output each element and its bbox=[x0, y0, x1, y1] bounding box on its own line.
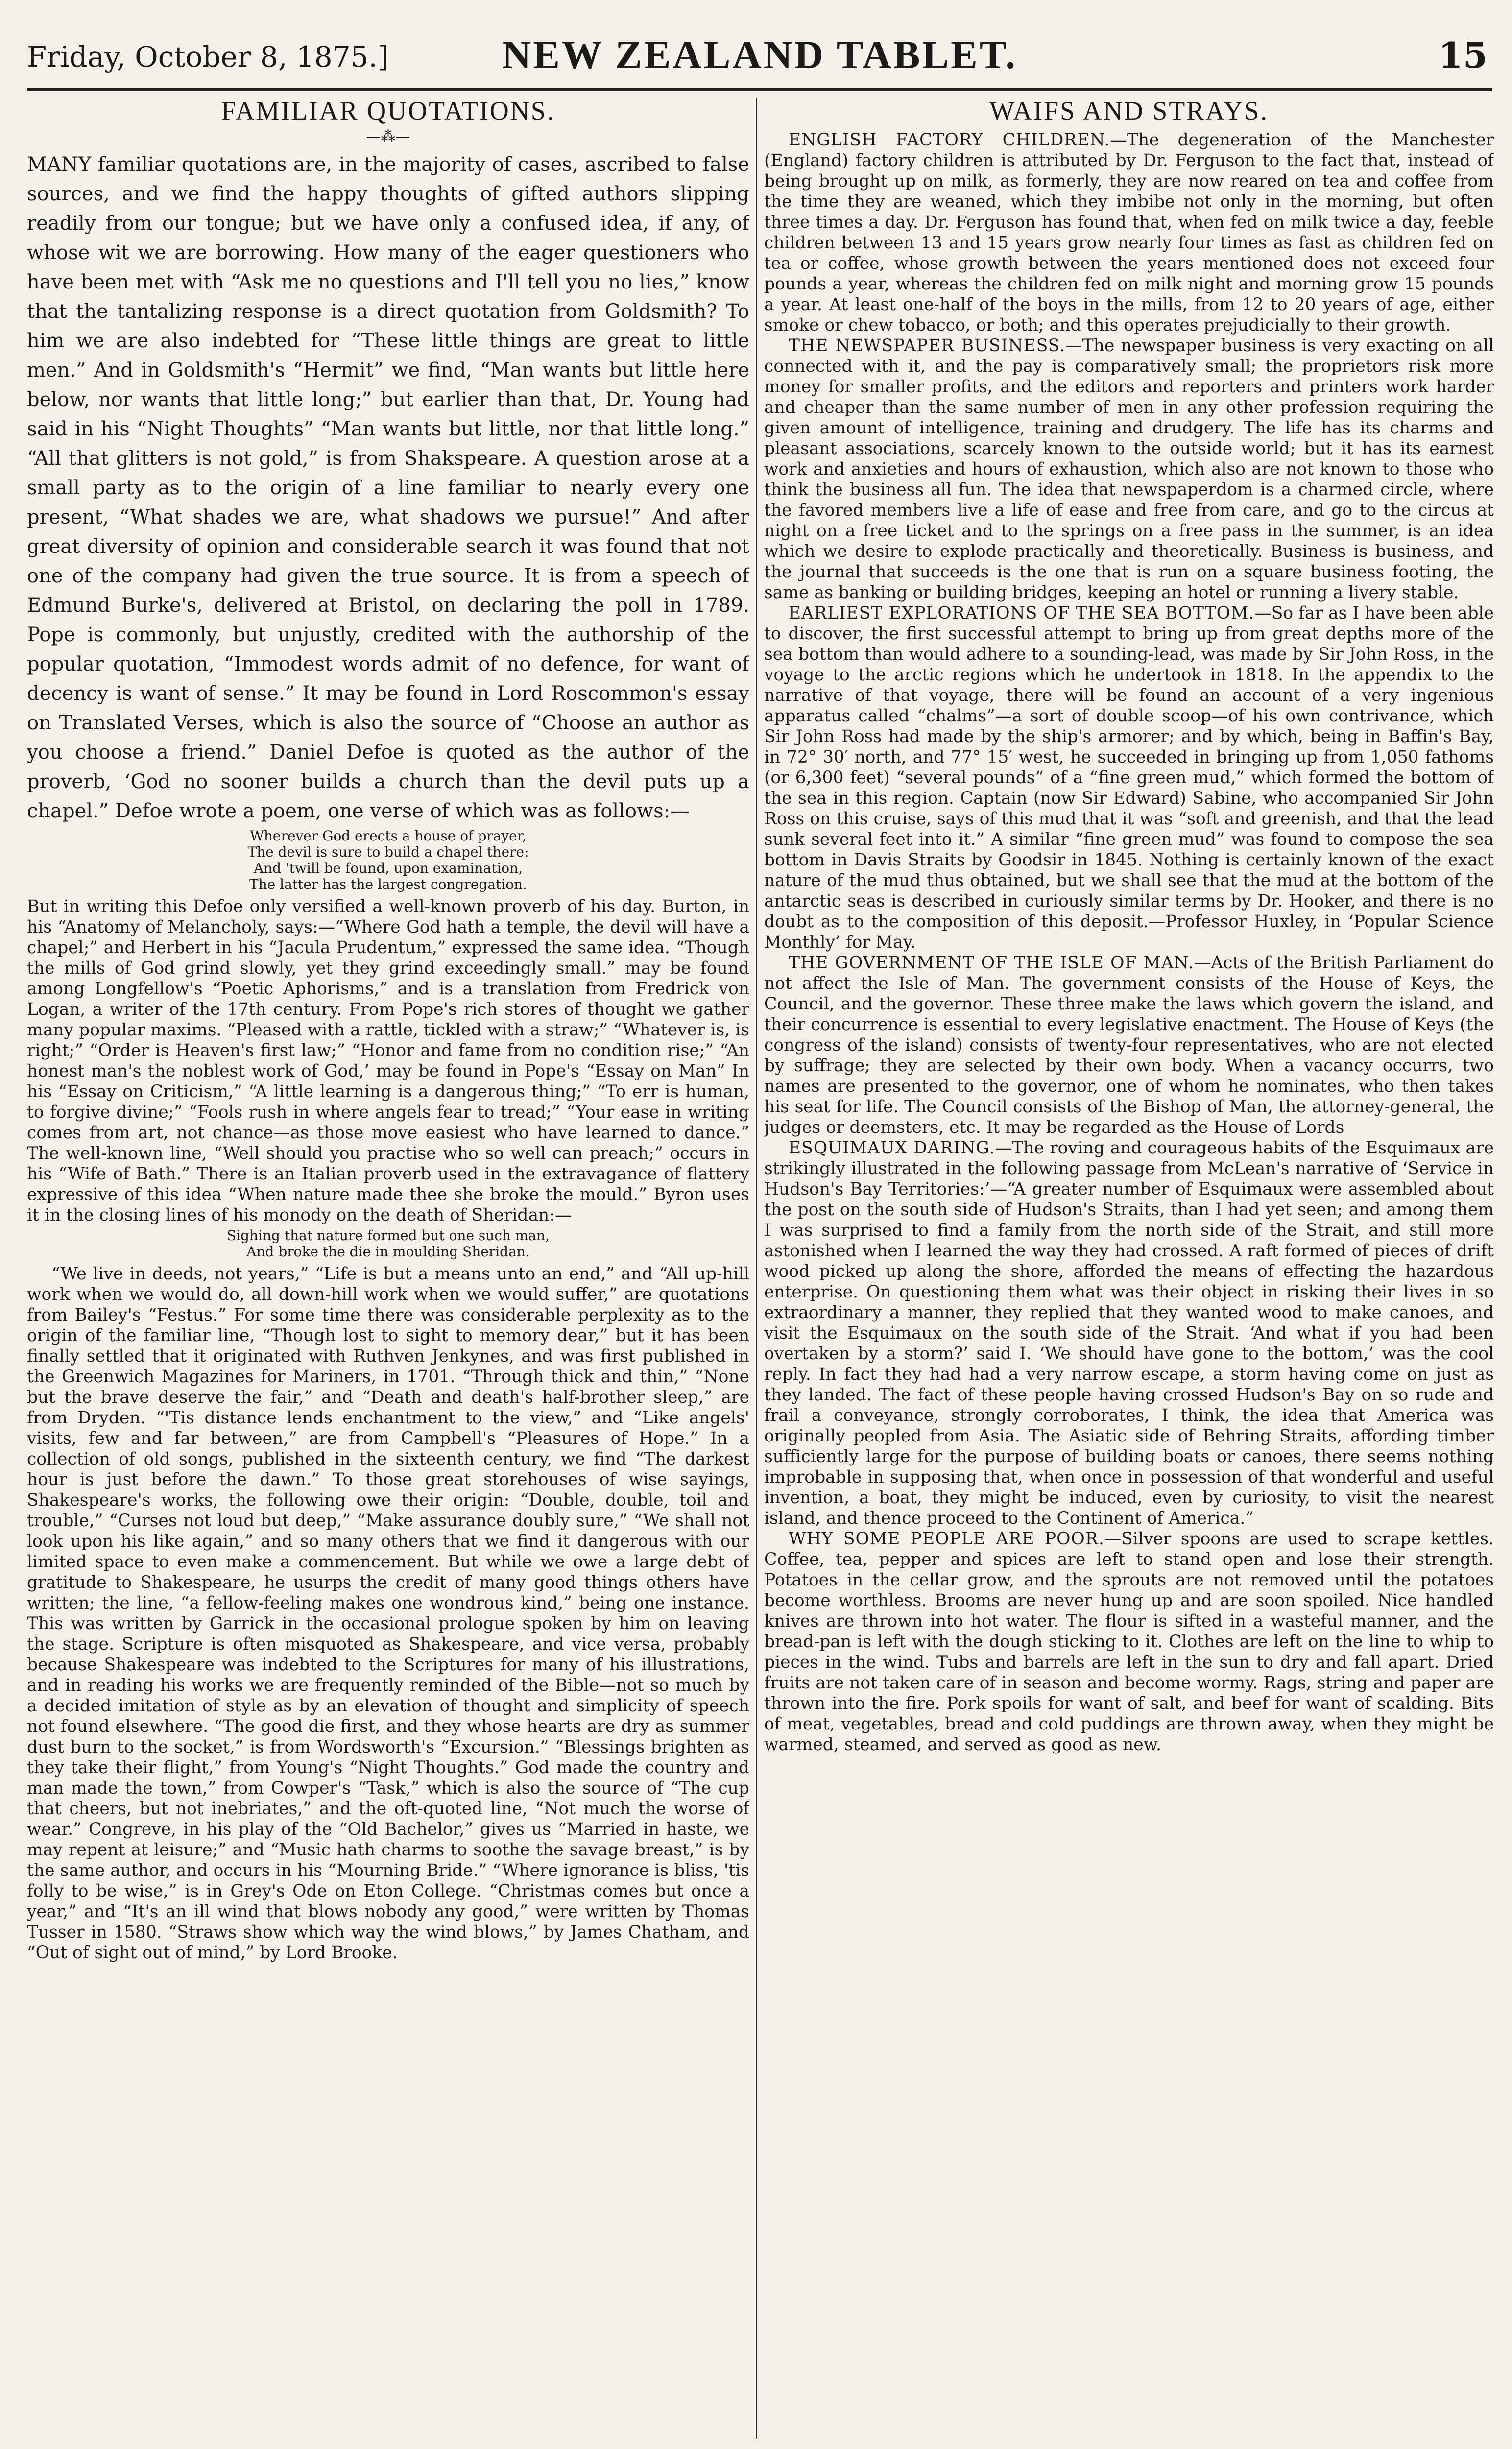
article-paragraph: “We live in deeds, not years,” “Life is but a means unto an end,” and “All up-hill work when we would do, all down-hill work when we would suffer,” are quotations from Bailey's “Festus.” For some time there was considerable perplexity as to the origin of the familiar line, “Though lost to sight to memory dear,” but it has been finally settled that it originated with Ruthven Jenkynes, and was first published in the Greenwich Magazines for Mariners, in 1701. “Through thick and thin,” “None but the brave deserve the fair,” and “Death and death's half-brother sleep,” are from Dryden. “'Tis distance lends enchantment to the view,” and “Like angels' visits, few and far between,” are from Campbell's “Pleasures of Hope.” In a collection of old songs, published in the sixteenth century, we find “The darkest hour is just before the dawn.” To those great storehouses of wise sayings, Shakespeare's works, the following owe their origin: “Double, double, toil and trouble,” “Curses not loud but deep,” “Make assurance doubly sure,” “We shall not look upon his like again,” and so many others that we find it dangerous with our limited space to even make a commencement. But while we owe a large debt of gratitude to Shakespeare, he usurps the credit of many good things others have written; the line, “a fellow-feeling makes one wondrous kind,” being one instance. This was written by Garrick in the occasional prologue spoken by him on leaving the stage. Scripture is often misquoted as Shakespeare, and vice versa, probably because Shakespeare was indebted to the Scriptures for many of his illustrations, and in reading his works we are frequently reminded of the Bible—not so much by a decided imitation of style as by an elevation of thought and simplicity of speech not found elsewhere. “The good die first, and they whose hearts are dry as summer dust burn to the socket,” is from Wordsworth's “Excursion.” “Blessings brighten as they take their flight,” from Young's “Night Thoughts.” God made the country and man made the town,” from Cowper's “Task,” which is also the source of “The cup that cheers, but not inebriates,” and the oft-quoted line, “Not much the worse of wear.” Congreve, in his play of the “Old Bachelor,” gives us “Married in haste, we may repent at leisure;” and “Music hath charms to soothe the savage breast,” is by the same author, and occurs in his “Mourning Bride.” “Where ignorance is bliss, 'tis folly to be wise,” is in Grey's Ode on Eton College. “Christmas comes but once a year,” and “It's an ill wind that blows nobody any good,” were written by Thomas Tusser in 1580. “Straws show which way the wind blows,” by James Chatham, and “Out of sight out of mind,” by Lord Brooke. bbox=[27, 1264, 749, 1963]
news-item-body: —The newspaper business is very exacting on all connected with it, and the pay is comparatively small; the proprietors risk more money for smaller profits, and the editors and reporters and printers work harder and cheaper than the same number of men in any other profession requiring the given amount of intelligence, training and drudgery. The life has its charms and pleasant associations, scarcely known to the outside world; but it has its earnest work and anxieties and hours of exhaustion, which also are not known to those who think the business all fun. The idea that newspaperdom is a charmed circle, where the favored members live a life of ease and free from care, and go to the circus at night on a free ticket and to the springs on a free pass in the summer, is an idea which we desire to explode practically and theoretically. Business is business, and the journal that succeeds is the one that is run on a square business footing, the same as banking or building bridges, keeping an hotel or running a livery stable. bbox=[764, 336, 1494, 602]
news-item bbox=[764, 1529, 1494, 1755]
news-item-body: —Acts of the British Parliament do not affect the Isle of Man. The government consists of the House of Keys, the Council, and the governor. These three make the laws which govern the island, and their concurrence is essential to every legislative enactment. The House of Keys (the congress of the island) consists of twenty-four representatives, who are not elected by suffrage; they are selected by their own body. When a vacancy occurrs, two names are presented to the governor, one of whom he nominates, who then takes his seat for life. The Council consists of the Bishop of Man, the attorney-general, the judges or deemsters, etc. It may be regarded as the House of Lords bbox=[764, 953, 1494, 1137]
verse-line: The devil is sure to build a chapel there: bbox=[247, 844, 529, 860]
article-paragraph: But in writing this Defoe only versified a well-known proverb of his day. Burton, in his “Anatomy of Melancholy, says:—“Where God hath a temple, the devil will have a chapel;” and Herbert in his “Jacula Prudentum,” expressed the same idea. “Though the mills of God grind slowly, yet they grind exceedingly small.” may be found among Longfellow's “Poetic Aphorisms,” and is a translation from Fredrick von Logan, a writer of the 17th century. From Pope's rich stores of thought we gather many popular maxims. “Pleased with a rattle, tickled with a straw;” “Whatever is, is right;” “Order is Heaven's first law;” “Honor and fame from no condition rise;” “An honest man's the noblest work of God,’ may be found in Pope's “Essay on Man” In his “Essay on Criticism,” “A little learning is a dangerous thing;” “To err is human, to forgive divine;” “Fools rush in where angels fear to tread;” “Your ease in writing comes from art, not chance—as those move easiest who have learned to dance.” The well-known line, “Well should you practise who so well can preach;” occurs in his “Wife of Bath.” There is an Italian proverb used in the extravagance of flattery expressive of this idea “When nature made thee she broke the mould.” Byron uses it in the closing lines of his monody on the death of Sheridan:— bbox=[27, 897, 749, 1225]
verse-line: The latter has the largest congregation. bbox=[249, 876, 528, 892]
article-body-small-2 bbox=[27, 1264, 749, 1963]
news-item bbox=[764, 130, 1494, 336]
verse-block-defoe bbox=[27, 828, 749, 892]
column-divider bbox=[756, 98, 757, 2439]
news-item-body: —Silver spoons are used to scrape kettles. Coffee, tea, pepper and spices are left to stand open and lose their strength. Potatoes in the cellar grow, and the sprouts are not removed until the potatoes become worthless. Brooms are never hung up and are soon spoiled. Nice handled knives are thrown into hot water. The flour is sifted in a wasteful manner, and the bread-pan is left with the dough sticking to it. Clothes are left on the line to whip to pieces in the wind. Tubs and barrels are left in the sun to dry and fall apart. Dried fruits are not taken care of in season and become wormy. Rags, string and paper are thrown into the fire. Pork spoils for want of salt, and beef for want of scalding. Bits of meat, vegetables, bread and cold puddings are thrown away, when they might be warmed, steamed, and served as good as new. bbox=[764, 1529, 1494, 1754]
news-item bbox=[764, 336, 1494, 603]
news-item-body: —The roving and courageous habits of the Esquimaux are strikingly illustrated in the following passage from McLean's narrative of ‘Service in Hudson's Bay Territories:’—“A greater number of Esquimaux were assembled about the post on the south side of Hudson's Straits, than I had yet seen; and among them I was surprised to find a family from the north side of the Strait, and still more astonished when I learned the way they had crossed. A raft formed of pieces of drift wood picked up along the shore, afforded the means of effecting the hazardous enterprise. On questioning them what was their object in risking their lives in so extraordinary a manner, they replied that they wanted wood to make canoes, and visit the Esquimaux on the south side of the Strait. ‘And what if you had been overtaken by a storm?’ said I. ‘We should have gone to the bottom,’ was the cool reply. In fact they had had a very narrow escape, a storm having come on just as they landed. The fact of these people having crossed Hudson's Bay on so rude and frail a conveyance, strongly corroborates, I think, the idea that America was originally peopled from Asia. The Asiatic side of Behring Straits, affording timber sufficiently large for the purpose of building boats or canoes, there seems nothing improbable in supposing that, when once in possession of that wonderful and useful invention, a boat, they might be induced, even by curiosity, to visit the nearest island, and thence proceed to the Continent of America.” bbox=[764, 1138, 1494, 1528]
verse-line: Wherever God erects a house of prayer, bbox=[250, 828, 527, 844]
verse-line: And broke the die in moulding Sheridan. bbox=[246, 1244, 530, 1260]
news-item bbox=[764, 603, 1494, 953]
left-column bbox=[27, 96, 749, 2441]
article-paragraph: MANY familiar quotations are, in the majority of cases, ascribed to false sources, and we find the happy thoughts of gifted authors slipping readily from our tongue; but we have only a confused idea, if any, of whose wit we are borrowing. How many of the eager questioners who have been met with “Ask me no questions and I'll tell you no lies,” know that the tantalizing response is a direct quotation from Goldsmith? To him we are also indebted for “These little things are great to little men.” And in Goldsmith's “Hermit” we find, “Man wants but little here below, nor wants that little long;” but earlier than that, Dr. Young had said in his “Night Thoughts” “Man wants but little, nor that little long.” “All that glitters is not gold,” is from Shakspeare. A question arose at a small party as to the origin of a line familiar to nearly every one present, “What shades we are, what shadows we pursue!” And after great diversity of opinion and considerable search it was found that not one of the company had given the true source. It is from a speech of Edmund Burke's, delivered at Bristol, on declaring the poll in 1789. Pope is commonly, but unjustly, credited with the authorship of the popular quotation, “Immodest words admit of no defence, for want of decency is want of sense.” It may be found in Lord Roscommon's essay on Translated Verses, which is also the source of “Choose an author as you choose a friend.” Daniel Defoe is quoted as the author of the proverb, ‘God no sooner builds a church than the devil puts up a chapel.” Defoe wrote a poem, one verse of which was as follows:— bbox=[27, 153, 749, 822]
news-item-body: —So far as I have been able to discover, the first successful attempt to bring up from great depths more of the sea bottom than would adhere to a sounding-lead, was made by Sir John Ross, in the voyage to the arctic regions which he undertook in 1818. In the appendix to the narrative of that voyage, there will be found an account of a very ingenious apparatus called “chalms”—a sort of double scoop—of his own contrivance, which Sir John Ross had made by the ship's armorer; and by which, being in Baffin's Bay, in 72° 30′ north, and 77° 15′ west, he succeeded in bringing up from 1,050 fathoms (or 6,300 feet) “several pounds” of a “fine green mud,” which formed the bottom of the sea in this region. Captain (now Sir Edward) Sabine, who accompanied Sir John Ross on this cruise, says of this mud that it was “soft and greenish, and that the lead sunk several feet into it.” A similar “fine green mud” was found to compose the sea bottom in Davis Straits by Goodsir in 1845. Nothing is certainly known of the exact nature of the mud thus obtained, but we shall see that the mud at the bottom of the antarctic seas is described in curiously similar terms by Dr. Hooker, and there is no doubt as to the composition of this deposit.—Professor Huxley, in ‘Popular Science Monthly’ for May. bbox=[764, 603, 1494, 952]
heading-ornament: —⁂— bbox=[366, 128, 410, 145]
article-heading-familiar-quotations: FAMILIAR QUOTATIONS. bbox=[221, 96, 555, 125]
news-item-title: ESQUIMAUX DARING. bbox=[789, 1138, 995, 1158]
news-item bbox=[764, 953, 1494, 1138]
page-number: 15 bbox=[1438, 34, 1488, 76]
right-column bbox=[764, 96, 1494, 2441]
verse-line: Sighing that nature formed but one such man, bbox=[226, 1227, 550, 1244]
verse-line: And 'twill be found, upon examination, bbox=[253, 860, 523, 876]
issue-date: Friday, October 8, 1875.] bbox=[27, 40, 389, 73]
news-item-title: WHY SOME PEOPLE ARE POOR. bbox=[789, 1529, 1104, 1549]
news-item-title: EARLIEST EXPLORATIONS OF THE SEA BOTTOM. bbox=[789, 603, 1255, 623]
article-body-large bbox=[27, 150, 749, 826]
article-heading-waifs-and-strays: WAIFS AND STRAYS. bbox=[989, 96, 1269, 125]
news-item-title: THE NEWSPAPER BUSINESS. bbox=[789, 336, 1066, 356]
news-item-body: —The degeneration of the Manchester (England) factory children is attributed by Dr. Ferguson to the fact that, instead of being brought up on milk, as formerly, they are now reared on tea and coffee from the time they are weaned, which they imbibe not only in the morning, but often three times a day. Dr. Ferguson has found that, when fed on milk twice a day, feeble children between 13 and 15 years grow nearly four times as fast as children fed on tea or coffee, whose growth between the years mentioned does not exceed four pounds a year, whereas the children fed on milk night and morning grow 15 pounds a year. At least one-half of the boys in the mills, from 12 to 20 years of age, either smoke or chew tobacco, or both; and this operates prejudicially to their growth. bbox=[764, 130, 1494, 335]
article-body-small bbox=[27, 896, 749, 1225]
masthead bbox=[27, 15, 1492, 91]
verse-block-byron bbox=[27, 1227, 749, 1260]
news-item-title: THE GOVERNMENT OF THE ISLE OF MAN. bbox=[789, 953, 1194, 973]
news-item-title: ENGLISH FACTORY CHILDREN. bbox=[789, 130, 1110, 150]
news-item bbox=[764, 1138, 1494, 1529]
newspaper-title: NEW ZEALAND TABLET. bbox=[502, 32, 1017, 77]
